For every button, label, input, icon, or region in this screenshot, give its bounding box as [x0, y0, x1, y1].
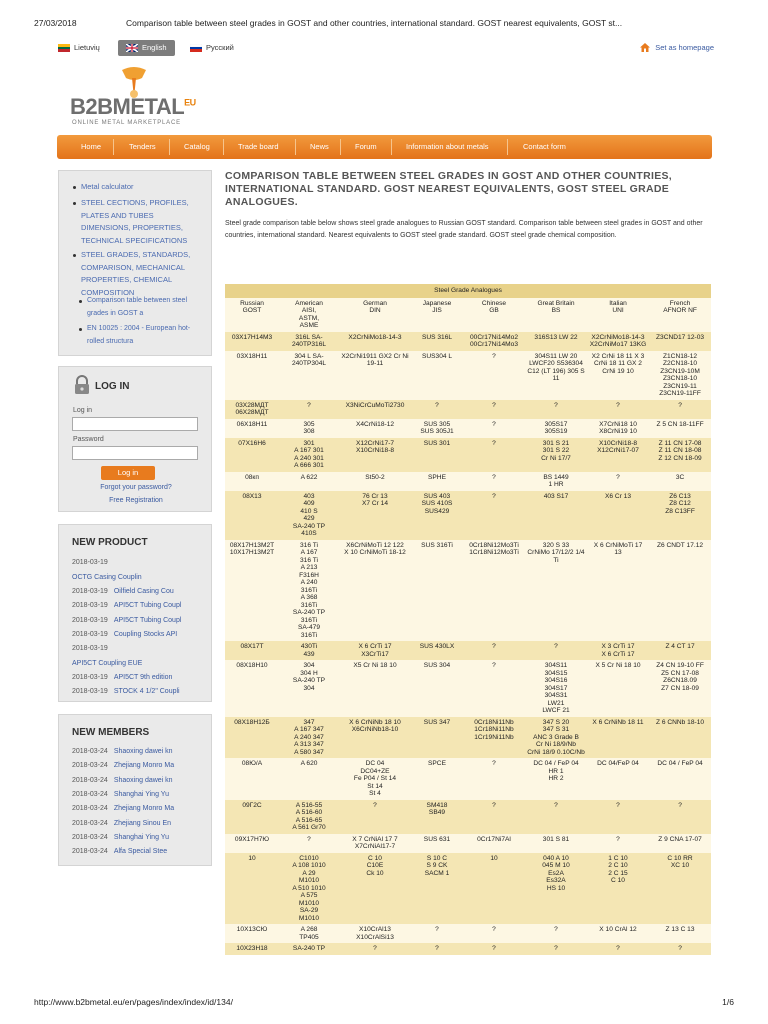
table-cell: ?	[649, 943, 711, 955]
new-product-panel	[58, 524, 212, 702]
table-cell: X10CrAl13 X10CrAlSi13	[339, 924, 411, 943]
table-cell: 403 409 410 S 429 SA-240 TP 410S	[279, 491, 339, 540]
nav-trade-board[interactable]: Trade board	[238, 142, 279, 151]
table-cell: ?	[587, 943, 649, 955]
nav-divider	[223, 139, 224, 155]
table-cell: X 6 CrTi 17 X3CrTi17	[339, 641, 411, 660]
nav-divider	[295, 139, 296, 155]
table-cell: 08Х17Т	[225, 641, 279, 660]
steel-grade-table	[225, 284, 711, 955]
table-cell: ?	[463, 758, 525, 800]
list-item[interactable]: 2018-03-24 Shaoxing dawei kn	[72, 748, 173, 755]
table-cell: Z1CN18-12 Z2CN18-10 Z3CN19-10M Z3CN18-10 Z3CN19-11 Z3CN19-11FF	[649, 351, 711, 400]
table-cell: SUS 316Ti	[411, 540, 463, 642]
table-cell: S 10 C S 9 CK SACM 1	[411, 853, 463, 925]
table-cell: X2CrNi1911 GX2 Cr Ni 19-11	[339, 351, 411, 400]
logo-main: B2BMETAL	[70, 94, 185, 119]
table-cell: 316 Ti A 167 316 Ti A 213 F316H A 240 316Ti A 368 316Ti SA-240 TP 316Ti SA-479 316Ti	[279, 540, 339, 642]
table-cell: X 3 CrTi 17 X 6 CrTi 17	[587, 641, 649, 660]
table-row	[225, 924, 711, 943]
table-row	[225, 438, 711, 472]
menu-item-metal-calculator[interactable]: Metal calculator	[81, 181, 205, 194]
column-header: German DIN	[339, 298, 411, 332]
print-header	[0, 0, 768, 36]
nav-information-about-metals[interactable]: Information about metals	[406, 142, 489, 151]
table-cell: 09Х17Н7Ю	[225, 834, 279, 853]
list-item[interactable]: 2018-03-19 API5CT Tubing Coupl	[72, 617, 182, 624]
list-item[interactable]: 2018-03-24 Alfa Special Stee	[72, 848, 168, 855]
table-cell: SUS 631	[411, 834, 463, 853]
print-url: http://www.b2bmetal.eu/en/pages/index/index/id/134/	[34, 997, 233, 1007]
list-item[interactable]: 2018-03-24 Shanghai Ying Yu	[72, 834, 169, 841]
lang-label: English	[142, 43, 167, 52]
table-cell: 347 S 20 347 S 31 ANC 3 Grade B Cr Ni 18/9/Nb CrNi 18/9 0.10C/Nb	[525, 717, 587, 759]
table-cell: 301 A 167 301 A 240 301 A 666 301	[279, 438, 339, 472]
table-cell: 304 L SA-240TP304L	[279, 351, 339, 400]
table-row	[225, 351, 711, 400]
logo-tagline: ONLINE METAL MARKETPLACE	[72, 120, 181, 126]
table-header-row	[225, 298, 711, 332]
table-cell: X 10 CrAl 12	[587, 924, 649, 943]
column-header: Chinese GB	[463, 298, 525, 332]
table-cell: Z6 C13 Z8 C12 Z8 C13FF	[649, 491, 711, 540]
table-cell: A 620	[279, 758, 339, 800]
table-cell: ?	[463, 641, 525, 660]
table-cell: SUS 316L	[411, 332, 463, 351]
uk-flag-icon	[126, 44, 138, 52]
lithuania-flag-icon	[58, 44, 70, 52]
table-cell: SPHE	[411, 472, 463, 491]
table-cell: A 268 TP405	[279, 924, 339, 943]
print-date: 27/03/2018	[34, 18, 77, 28]
table-cell: 07Х16Н6	[225, 438, 279, 472]
table-row	[225, 660, 711, 717]
table-cell: SUS 301	[411, 438, 463, 472]
table-cell: ?	[279, 834, 339, 853]
table-cell: DC 04 DC04+ZE Fe P04 / St 14 St 14 St 4	[339, 758, 411, 800]
column-header: Great Britain BS	[525, 298, 587, 332]
list-item[interactable]: 2018-03-19 Oilfield Casing Cou	[72, 588, 174, 595]
list-item[interactable]: 2018-03-19	[72, 559, 108, 566]
table-row	[225, 717, 711, 759]
table-cell: Z6 CNDT 17.12	[649, 540, 711, 642]
table-cell: SM418 SB49	[411, 800, 463, 834]
intro-text: Steel grade comparison table below shows steel grade analogues to Russian GOST standard. Comparison table between steel grades in GOST and other countries, international standard. Nearest equivalents to GOST steel grade standard. GOST steel grade chemical composition.	[225, 220, 703, 239]
table-row	[225, 834, 711, 853]
table-cell: 08Х17Н13М2Т 10Х17Н13М2Т	[225, 540, 279, 642]
table-cell: 0Cr17Ni7Al	[463, 834, 525, 853]
table-cell: X4CrNi18-12	[339, 419, 411, 438]
table-cell: X10CrNi18-8 X12CrNi17-07	[587, 438, 649, 472]
table-cell: Z4 CN 19-10 FF Z5 CN 17-08 Z6CN18.09 Z7 CN 18-09	[649, 660, 711, 717]
table-cell: X3NiCrCuMoTi2730	[339, 400, 411, 419]
table-cell: ?	[463, 472, 525, 491]
nav-divider	[113, 139, 114, 155]
table-cell: X2CrNiMo18-14-3	[339, 332, 411, 351]
table-cell: X2 CrNi 18 11 X 3 CrNi 18 11 GX 2 CrNi 19 10	[587, 351, 649, 400]
table-cell: SUS304 L	[411, 351, 463, 400]
table-cell: ?	[587, 472, 649, 491]
lang-russian[interactable]	[186, 40, 234, 56]
table-cell: 301 S 21 301 S 22 Cr Ni 17/7	[525, 438, 587, 472]
list-item[interactable]: 2018-03-24 Zhejiang Monro Ma	[72, 805, 175, 812]
table-cell: 76 Cr 13 X7 Cr 14	[339, 491, 411, 540]
page-title: COMPARISON TABLE BETWEEN STEEL GRADES IN GOST AND OTHER COUNTRIES, INTERNATIONAL STANDARD. GOST NEAREST EQUIVALENTS, GOST STEEL GRADE ANALOGUES.	[225, 170, 673, 208]
table-cell: X6CrNiMoTi 12 122 X 10 CrNiMoTi 18-12	[339, 540, 411, 642]
table-row	[225, 400, 711, 419]
home-icon	[639, 42, 651, 53]
list-item[interactable]: 2018-03-19 API5CT Tubing Coupl	[72, 602, 182, 609]
table-row	[225, 332, 711, 351]
table-cell: X 7 CrNiAl 17 7 X7CrNiAl17-7	[339, 834, 411, 853]
column-header: French AFNOR NF	[649, 298, 711, 332]
language-bar	[54, 40, 714, 56]
table-cell: 305 308	[279, 419, 339, 438]
table-cell: ?	[525, 800, 587, 834]
table-cell: X12CrNi17-7 X10CrNi18-8	[339, 438, 411, 472]
logo-suffix: EU	[184, 97, 196, 108]
table-cell: DC 04/FeP 04	[587, 758, 649, 800]
table-cell: 316S13 LW 22	[525, 332, 587, 351]
table-cell: 08кп	[225, 472, 279, 491]
table-cell: SUS 403 SUS 410S SUS429	[411, 491, 463, 540]
table-cell: C 10 C10E Ck 10	[339, 853, 411, 925]
sidebar-menu	[58, 170, 212, 356]
nav-tenders[interactable]: Tenders	[129, 142, 156, 151]
new-members-panel	[58, 714, 212, 866]
table-caption: Steel Grade Analogues	[225, 284, 711, 298]
table-cell: ?	[525, 400, 587, 419]
table-row	[225, 472, 711, 491]
password-label: Password	[73, 436, 104, 443]
login-title: LOG IN	[73, 381, 129, 392]
table-cell: 0Cr18Ni12Mo3Ti 1Cr18Ni12Mo3Ti	[463, 540, 525, 642]
table-cell: X5 Cr Ni 18 10	[339, 660, 411, 717]
nav-news[interactable]: News	[310, 142, 329, 151]
table-cell: ?	[525, 641, 587, 660]
list-item[interactable]: 2018-03-24 Zhejiang Monro Ma	[72, 762, 175, 769]
list-item[interactable]: 2018-03-19 API5CT 9th edition	[72, 674, 173, 681]
nav-divider	[391, 139, 392, 155]
table-cell: 0Cr18Ni11Nb 1Cr18Ni11Nb 1Cr19Ni11Nb	[463, 717, 525, 759]
print-footer	[0, 994, 768, 1024]
table-cell: DC 04 / FeP 04 HR 1 HR 2	[525, 758, 587, 800]
table-cell: St50-2	[339, 472, 411, 491]
table-cell: ?	[339, 943, 411, 955]
table-cell: Z 11 CN 17-08 Z 11 CN 18-08 Z 12 CN 18-09	[649, 438, 711, 472]
table-cell: ?	[587, 400, 649, 419]
free-registration-link[interactable]: Free Registration	[109, 497, 163, 504]
table-cell: ?	[525, 924, 587, 943]
nav-forum[interactable]: Forum	[355, 142, 377, 151]
table-row	[225, 641, 711, 660]
table-row	[225, 758, 711, 800]
login-panel	[58, 366, 212, 512]
table-cell: X 5 Cr Ni 18 10	[587, 660, 649, 717]
menu-item-en-10025[interactable]: EN 10025 : 2004 - European hot-rolled structura	[87, 323, 205, 348]
password-field[interactable]	[72, 446, 198, 460]
lang-lithuanian[interactable]	[54, 40, 100, 56]
table-cell: ?	[463, 351, 525, 400]
column-header: Russian GOST	[225, 298, 279, 332]
list-item[interactable]: API5CT Coupling EUE	[72, 660, 143, 667]
table-cell: 10Х13СЮ	[225, 924, 279, 943]
table-cell: ?	[411, 400, 463, 419]
table-cell: 320 S 33 CrNiMo 17/12/2 1/4 Ti	[525, 540, 587, 642]
login-label: Log in	[73, 407, 93, 414]
table-row	[225, 943, 711, 955]
table-cell: 403 S17	[525, 491, 587, 540]
table-cell: X 6 CrNiNb 18 10 X6CrNiNb18-10	[339, 717, 411, 759]
lang-english[interactable]	[118, 40, 175, 56]
table-cell: ?	[525, 943, 587, 955]
main-nav	[57, 135, 712, 159]
table-cell: Z 5 CN 18-11FF	[649, 419, 711, 438]
login-button[interactable]: Log in	[101, 466, 155, 480]
table-cell: Z3CND17 12-03	[649, 332, 711, 351]
russia-flag-icon	[190, 44, 202, 52]
forgot-password-link[interactable]: Forgot your password?	[100, 484, 172, 491]
table-cell: 305S17 305S19	[525, 419, 587, 438]
table-cell: X 6 CrNiNb 18 11	[587, 717, 649, 759]
table-cell: 3C	[649, 472, 711, 491]
table-cell: SUS 305 SUS 305J1	[411, 419, 463, 438]
table-cell: Z 6 CNNb 18-10	[649, 717, 711, 759]
table-cell: 304 304 H SA-240 TP 304	[279, 660, 339, 717]
table-cell: 430Ti 439	[279, 641, 339, 660]
nav-divider	[507, 139, 508, 155]
nav-divider	[340, 139, 341, 155]
table-cell: X7CrNi18 10 X8CrNi19 10	[587, 419, 649, 438]
table-cell: ?	[463, 943, 525, 955]
table-cell: C1010 A 108 1010 A 29 M1010 A 510 1010 A 575 M1010 SA-29 M1010	[279, 853, 339, 925]
list-item[interactable]: 2018-03-19 STOCK 4 1/2" Coupli	[72, 688, 180, 695]
nav-catalog[interactable]: Catalog	[184, 142, 210, 151]
table-row	[225, 491, 711, 540]
menu-item-steel-grades[interactable]: STEEL GRADES, STANDARDS, COMPARISON, MECHANICAL PROPERTIES, CHEMICAL COMPOSITION	[81, 249, 205, 299]
table-cell: 1 C 10 2 C 10 2 C 15 C 10	[587, 853, 649, 925]
list-item[interactable]: 2018-03-19 Coupling Stocks API	[72, 631, 178, 638]
list-item[interactable]: 2018-03-24 Zhejiang Sinou En	[72, 820, 172, 827]
table-cell: 09Г2С	[225, 800, 279, 834]
table-row	[225, 853, 711, 925]
table-cell: 10Х23Н18	[225, 943, 279, 955]
table-cell: 00Cr17Ni14Mo2 00Cr17Ni14Mo3	[463, 332, 525, 351]
new-product-title: NEW PRODUCT	[72, 537, 148, 548]
print-title: Comparison table between steel grades in GOST and other countries, international standard. GOST nearest equivalents, GOST st...	[126, 18, 623, 28]
table-cell: 040 A 10 045 M 10 Es2A Es32A HS 10	[525, 853, 587, 925]
table-cell: X2CrNiMo18-14-3 X2CrNiMo17 13KG	[587, 332, 649, 351]
table-cell: ?	[463, 491, 525, 540]
nav-divider	[169, 139, 170, 155]
table-cell: Z 9 CNA 17-07	[649, 834, 711, 853]
table-cell: A 516-55 A 516-60 A 516-65 A 561 Gr70	[279, 800, 339, 834]
table-cell: SUS 430LX	[411, 641, 463, 660]
table-cell: 10	[225, 853, 279, 925]
table-cell: ?	[279, 400, 339, 419]
table-cell: Z 4 CT 17	[649, 641, 711, 660]
table-cell: 08Ю/А	[225, 758, 279, 800]
set-homepage-link[interactable]: Set as homepage	[639, 40, 714, 56]
table-cell: A 622	[279, 472, 339, 491]
list-item[interactable]: 2018-03-24 Shaoxing dawei kn	[72, 777, 173, 784]
table-cell: Z 13 C 13	[649, 924, 711, 943]
site-logo[interactable]	[66, 64, 206, 132]
table-cell: BS 1449 1 HR	[525, 472, 587, 491]
table-cell: 304S11 304S15 304S16 304S17 304S31 LW21 LWCF 21	[525, 660, 587, 717]
table-cell: 301 S 81	[525, 834, 587, 853]
table-cell: 08Х18Н10	[225, 660, 279, 717]
list-item[interactable]: 2018-03-24 Shanghai Ying Yu	[72, 791, 169, 798]
table-cell: ?	[411, 943, 463, 955]
table-cell: SUS 347	[411, 717, 463, 759]
table-cell: 08Х18Н12Б	[225, 717, 279, 759]
table-row	[225, 540, 711, 642]
table-cell: 316L SA-240TP316L	[279, 332, 339, 351]
table-cell: SA-240 TP	[279, 943, 339, 955]
nav-contact-form[interactable]: Contact form	[523, 142, 566, 151]
new-members-title: NEW MEMBERS	[72, 727, 150, 738]
table-cell: C 10 RR XC 10	[649, 853, 711, 925]
table-cell: X 6 CrNiMoTi 17 13	[587, 540, 649, 642]
table-cell: DC 04 / FeP 04	[649, 758, 711, 800]
table-cell: 03Х17Н14М3	[225, 332, 279, 351]
list-item[interactable]: OCTG Casing Couplin	[72, 574, 142, 581]
table-cell: X6 Cr 13	[587, 491, 649, 540]
menu-item-steel-sections[interactable]: STEEL CECTIONS, PROFILES, PLATES AND TUBES DIMENSIONS, PROPERTIES, TECHNICAL SPECIFICATIONS	[81, 197, 205, 247]
table-row	[225, 800, 711, 834]
table-cell: ?	[411, 924, 463, 943]
column-header: Italian UNI	[587, 298, 649, 332]
table-cell: 304S11 LW 20 LWCF20 S536304 C12 (LT 196) 305 S 11	[525, 351, 587, 400]
table-cell: ?	[649, 400, 711, 419]
lang-label: Русский	[206, 43, 234, 52]
column-header: Japanese JIS	[411, 298, 463, 332]
table-cell: 08Х13	[225, 491, 279, 540]
table-cell: 03Х18Н11	[225, 351, 279, 400]
table-cell: ?	[339, 800, 411, 834]
list-item[interactable]: 2018-03-19	[72, 645, 108, 652]
lang-label: Lietuvių	[74, 43, 100, 52]
table-cell: ?	[463, 419, 525, 438]
table-cell: 06Х18Н11	[225, 419, 279, 438]
table-cell: ?	[463, 438, 525, 472]
table-cell: ?	[463, 400, 525, 419]
table-cell: ?	[587, 834, 649, 853]
column-header: American AISI, ASTM, ASME	[279, 298, 339, 332]
table-cell: SUS 304	[411, 660, 463, 717]
table-row	[225, 419, 711, 438]
table-cell: 347 A 167 347 A 240 347 A 313 347 A 580 347	[279, 717, 339, 759]
table-cell: 03Х28МДТ 06Х28МДТ	[225, 400, 279, 419]
table-cell: ?	[463, 924, 525, 943]
table-cell: ?	[587, 800, 649, 834]
login-field[interactable]	[72, 417, 198, 431]
menu-item-comparison-table[interactable]: Comparison table between steel grades in GOST a	[87, 295, 205, 320]
print-page-number: 1/6	[722, 997, 734, 1007]
table-cell: ?	[463, 800, 525, 834]
table-cell: ?	[649, 800, 711, 834]
table-cell: ?	[463, 660, 525, 717]
table-cell: SPCE	[411, 758, 463, 800]
lock-icon	[73, 375, 91, 395]
nav-home[interactable]: Home	[81, 142, 102, 151]
table-cell: 10	[463, 853, 525, 925]
